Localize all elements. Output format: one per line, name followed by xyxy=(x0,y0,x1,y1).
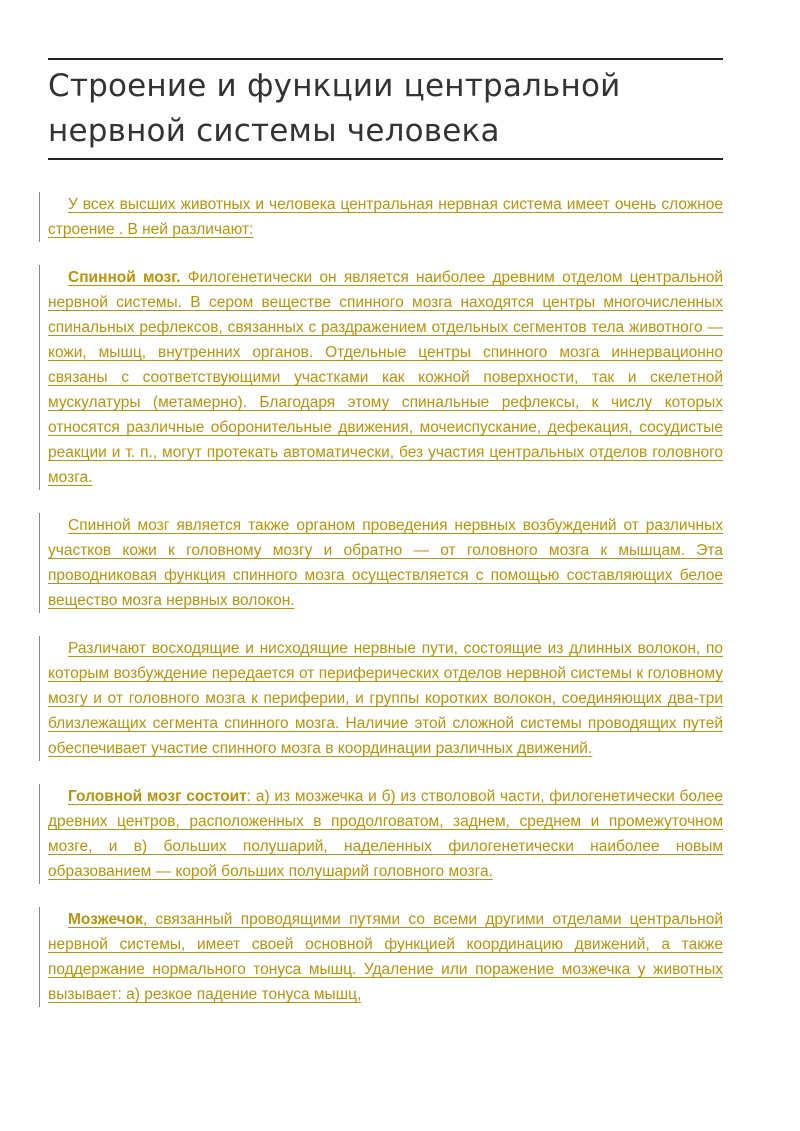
paragraph-text[interactable]: Различают восходящие и нисходящие нервные пути, состоящие из длинных волокон, по которым возбуждение передается от периферических отделов нервной системы к головному мозгу и от головного мозга к периферии, и группы коротких волокон, соединяющих два-три близлежащих сегмента спинного мозга. Наличие этой сложной системы проводящих путей обеспечивает участие спинного мозга в координации различных движений. xyxy=(48,640,723,757)
paragraph-cerebellum[interactable] xyxy=(48,907,723,1007)
paragraph-text[interactable]: , связанный проводящими путями со всеми другими отделами центральной нервной системы, имеет своей основной функцией координацию движений, а также поддержание нормального тонуса мышц. Удаление или поражение мозжечка у животных вызывает: а) резкое падение тонуса мышц, xyxy=(48,911,723,1003)
page-title xyxy=(48,64,723,154)
paragraph-conduction[interactable] xyxy=(48,513,723,613)
title-block xyxy=(48,58,723,160)
paragraph-text[interactable]: : а) из мозжечка и б) из стволовой части, филогенетически более древних центров, расположенных в продолговатом, заднем, среднем и промежуточном мозге, и в) больших полушарий, наделенных филогенетически наиболее новым образованием — корой больших полушарий головного мозга. xyxy=(48,788,723,880)
title-line-2: нервной системы человека xyxy=(48,113,500,149)
paragraph-text[interactable]: Филогенетически он является наиболее древним отделом центральной нервной системы. В сером веществе спинного мозга находятся центры многочисленных спинальных рефлексов, связанных с раздражением отдельных сегментов тела животного — кожи, мышц, внутренних органов. Отдельные центры спинного мозга иннервационно связаны с соответствующими участками как кожной поверхности, так и скелетной мускулатуры (метамерно). Благодаря этому спинальные рефлексы, к числу которых относятся различные оборонительные движения, мочеиспускание, дефекация, сосудистые реакции и т. п., могут протекать автоматически, без участия центральных отделов головного мозга. xyxy=(48,269,723,486)
paragraph-intro[interactable] xyxy=(48,192,723,242)
document-page xyxy=(48,58,723,1030)
title-line-1: Строение и функции центральной xyxy=(48,68,621,104)
paragraph-spinal-cord[interactable] xyxy=(48,265,723,490)
paragraph-brain[interactable] xyxy=(48,784,723,884)
paragraph-lead[interactable]: Мозжечок xyxy=(68,911,143,928)
paragraph-text[interactable]: Спинной мозг является также органом проведения нервных возбуждений от различных участков кожи к головному мозгу и обратно — от головного мозга к мышцам. Эта проводниковая функция спинного мозга осуществляется с помощью составляющих белое вещество мозга нервных волокон. xyxy=(48,517,723,609)
article-body xyxy=(48,192,723,1007)
paragraph-lead[interactable]: Головной мозг состоит xyxy=(68,788,247,805)
paragraph-lead[interactable]: Спинной мозг. xyxy=(68,269,181,286)
paragraph-pathways[interactable] xyxy=(48,636,723,761)
paragraph-text[interactable]: У всех высших животных и человека центральная нервная система имеет очень сложное строение . В ней различают: xyxy=(48,196,723,238)
